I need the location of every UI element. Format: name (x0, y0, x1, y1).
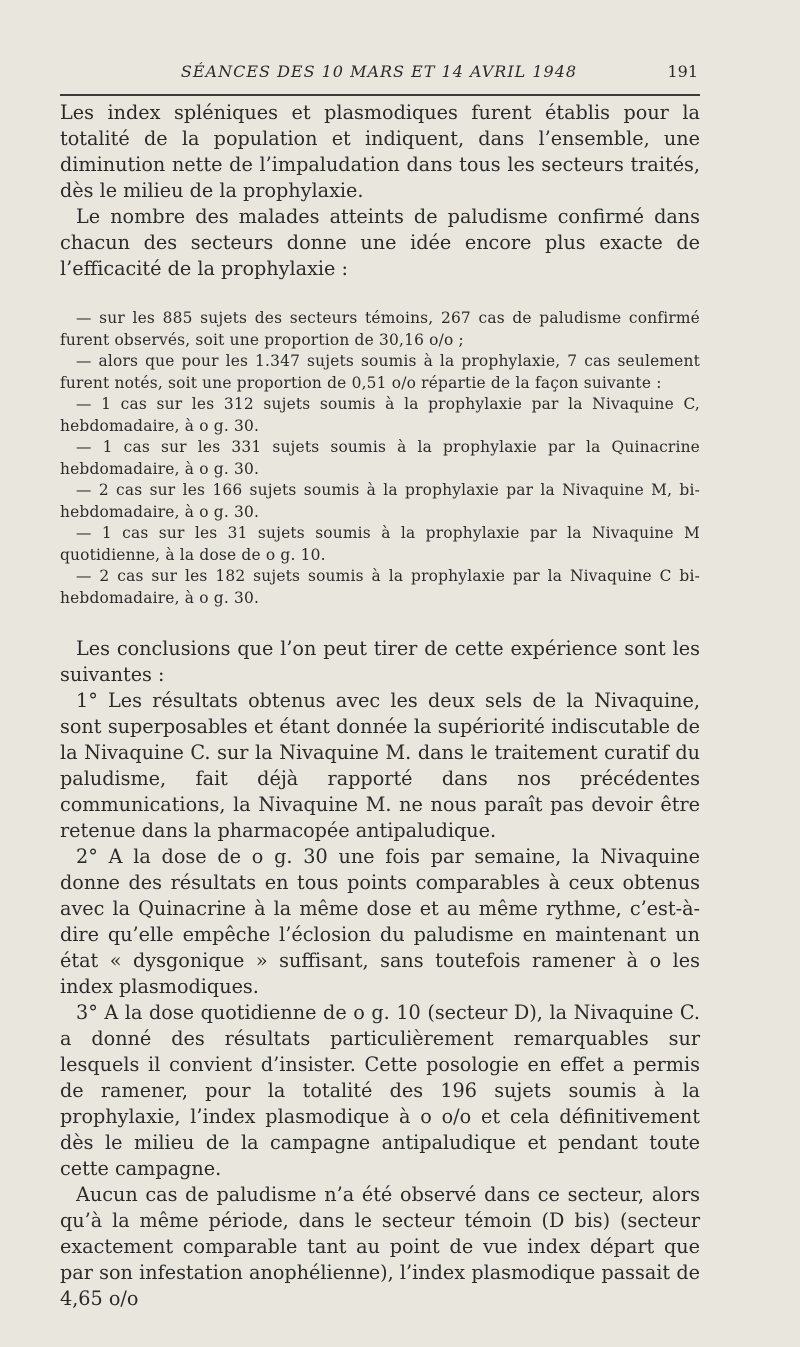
page-number: 191 (667, 62, 698, 81)
list-item: — 1 cas sur les 31 sujets soumis à la prophylaxie par la Nivaquine M quotidienne, à la dose de o g. 10. (60, 524, 700, 564)
running-title: SÉANCES DES 10 MARS ET 14 AVRIL 1948 (180, 62, 578, 81)
paragraph: 1° Les résultats obtenus avec les deux sels de la Nivaquine, sont superposables et étant donnée la supériorité indiscutable de la Nivaquine C. sur la Nivaquine M. dans le traitement curatif du paludisme, fait déjà rapporté dans nos précédentes communications, la Nivaquine M. ne nous paraît pas devoir être retenue dans la pharmacopée antipaludique. (60, 689, 700, 842)
paragraph: 2° A la dose de o g. 30 une fois par semaine, la Nivaquine donne des résultats en tous points comparables à ceux obtenus avec la Quinacrine à la même dose et au même rythme, c’est-à-dire qu’elle empêche l’éclosion du paludisme en maintenant un état « dysgonique » suffisant, sans toutefois ramener à o les index plasmodiques. (60, 845, 700, 998)
paragraph: Les index spléniques et plasmodiques furent établis pour la totalité de la population et indiquent, dans l’ensemble, une diminution nette de l’impaludation dans tous les secteurs traités, dès le milieu de la prophylaxie. (60, 101, 700, 202)
list-item: — 1 cas sur les 312 sujets soumis à la prophylaxie par la Nivaquine C, hebdomadaire, à o g. 30. (60, 395, 700, 435)
list-item: — sur les 885 sujets des secteurs témoins, 267 cas de paludisme confirmé furent observés, soit une proportion de 30,16 o/o ; (60, 309, 700, 349)
list-item: — 2 cas sur les 166 sujets soumis à la prophylaxie par la Nivaquine M, bi-hebdomadaire, à o g. 30. (60, 481, 700, 521)
list-item: — 2 cas sur les 182 sujets soumis à la prophylaxie par la Nivaquine C bi-hebdomadaire, à o g. 30. (60, 567, 700, 607)
paragraph: Aucun cas de paludisme n’a été observé dans ce secteur, alors qu’à la même période, dans le secteur témoin (D bis) (secteur exactement comparable tant au point de vue index départ que par son infestation anophélienne), l’index plasmodique passait de 4,65 o/o (60, 1183, 700, 1310)
body-text (60, 100, 700, 1312)
list-item: — alors que pour les 1.347 sujets soumis à la prophylaxie, 7 cas seulement furent notés, soit une proportion de 0,51 o/o répartie de la façon suivante : (60, 352, 700, 392)
list-item: — 1 cas sur les 331 sujets soumis à la prophylaxie par la Quinacrine hebdomadaire, à o g. 30. (60, 438, 700, 478)
paragraph: Les conclusions que l’on peut tirer de cette expérience sont les suivantes : (60, 637, 700, 686)
case-list (60, 308, 700, 609)
running-head (60, 62, 698, 88)
paragraph: Le nombre des malades atteints de paludisme confirmé dans chacun des secteurs donne une idée encore plus exacte de l’efficacité de la prophylaxie : (60, 205, 700, 280)
conclusions (60, 636, 700, 1312)
header-rule (60, 94, 700, 96)
paragraph: 3° A la dose quotidienne de o g. 10 (secteur D), la Nivaquine C. a donné des résultats particulièrement remarquables sur lesquels il convient d’insister. Cette posologie en effet a permis de ramener, pour la totalité des 196 sujets soumis à la prophylaxie, l’index plasmodique à o o/o et cela définitivement dès le milieu de la campagne antipaludique et pendant toute cette campagne. (60, 1001, 700, 1180)
